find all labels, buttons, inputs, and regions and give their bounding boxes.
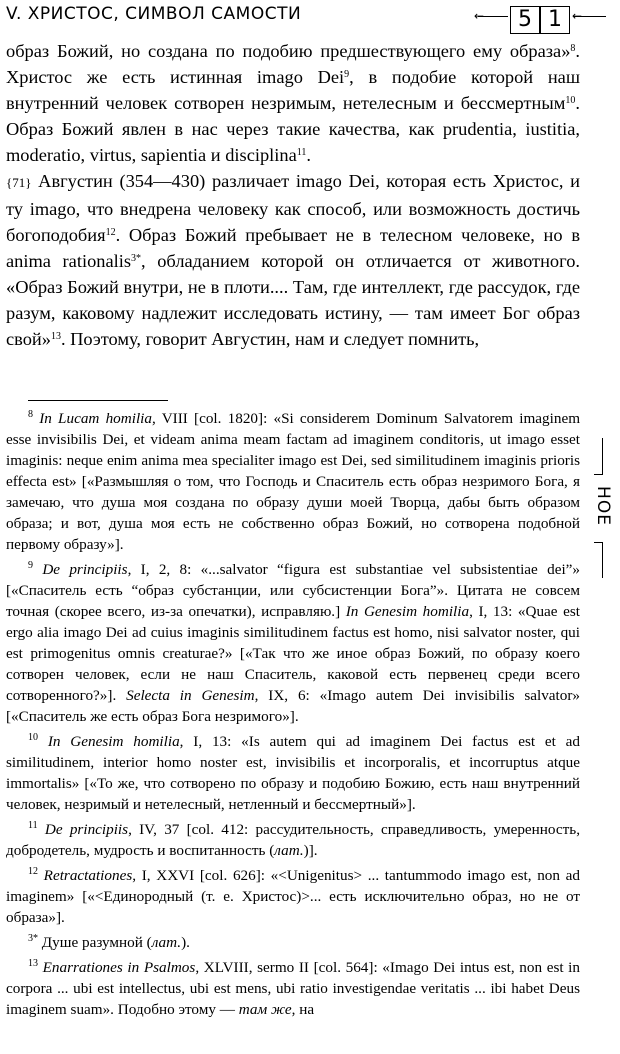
citation-title: Enarrationes in Psalmos — [42, 959, 196, 976]
page-number-digit-1: 5 — [510, 6, 540, 34]
citation-title: In Genesim homilia — [47, 733, 180, 750]
main-text — [6, 38, 580, 352]
text-run: , в подобие которой наш внутренний человек сотворен незримым, нетелесным и бессмертным — [6, 67, 581, 113]
arrow-right-icon: ← — [572, 9, 583, 23]
paragraph-1 — [6, 38, 580, 168]
footnote-number: 12 — [28, 866, 38, 877]
footnote-number: 10 — [28, 732, 38, 743]
language-abbrev: лат. — [274, 842, 304, 859]
arrow-left-icon: ← — [474, 9, 485, 23]
footnote-text: , VIII [col. 1820]: «Si considerem Dominum Salvatorem imaginem esse invisibilis Dei, et videam anima meam factam ad imaginem conditoris, ut imago esset imaginis: neque enim anima mea specialiter imago est Dei, sed similitudinem imaginis prioris effecta est» [«Размышляя о том, что Господь и Спаситель есть образ незримого Бога, я замечаю, что душа моя создана по образу души моей Творца, дабы быть образом образа; и вот, душа моя есть не собственно образ Божий, но сотворена подобной первому образу»]. — [6, 410, 581, 553]
footnote-13 — [6, 957, 580, 1020]
margin-number: {71} — [6, 175, 32, 190]
footnote-divider — [28, 400, 168, 401]
footnote-number: 13 — [28, 958, 38, 969]
footnote-number: 3* — [28, 933, 38, 944]
side-tab — [590, 438, 616, 578]
page-header — [6, 2, 614, 34]
text-run: . Образ Божий пребывает не в телесном человеке, но в anima rationalis — [6, 225, 580, 271]
footnote-number: 11 — [28, 820, 38, 831]
citation-title: De principiis — [44, 821, 129, 838]
footnote-text: , I, XXVI [col. 626]: «<Unigenitus> ... tantummodo imago est, non ad imaginem» [«<Единородный (т. е. Христос)>... есть исключительно образ, но не от образа»]. — [6, 867, 580, 926]
footnote-text: , IV, 37 [col. 412: рассудительность, справедливость, умеренность, добродетель, мудрость и воспитанность ( — [6, 821, 580, 859]
page-number-digit-2: 1 — [540, 6, 570, 34]
footnote-ref: 3* — [131, 253, 141, 264]
side-line-top — [602, 438, 603, 474]
text-run: . Христос же есть истинная imago Dei — [6, 41, 580, 87]
text-run: . — [306, 145, 311, 165]
footnote-number: 8 — [28, 409, 33, 420]
text-run: . Образ Божий явлен в нас через такие качества, как prudentia, iustitia, moderatio, virtus, sapientia и disciplina — [6, 93, 580, 165]
footnote-8 — [6, 408, 580, 555]
footnote-11 — [6, 819, 580, 861]
footnote-ref: 8 — [570, 43, 576, 54]
footnote-12 — [6, 865, 580, 928]
side-line-bottom — [602, 542, 603, 578]
citation-title: In Lucam homilia — [39, 410, 152, 427]
citation-title: Retractationes — [43, 867, 133, 884]
citation-title: Selecta in Genesim — [126, 687, 255, 704]
footnote-text: , I, 13: «Is autem qui ad imaginem Dei factus est et ad similitudinem, interior homo noster est, invisibilis et incorporalis, et incorruptus atque immortalis» [«То же, что сотворено по образу и подобию Божию, есть наш внутренний человек, незримый и нетелесный, нетленный и бессмертный»]. — [6, 733, 581, 813]
text-run: . Поэтому, говорит Августин, нам и следует помнить, — [60, 329, 480, 349]
footnotes — [6, 408, 580, 1024]
citation-ibid: там же — [238, 1001, 292, 1018]
paragraph-2 — [6, 168, 580, 352]
footnote-text: , I, 13: «Quae est ergo alia imago Dei ad cuius imaginis similitudinem factus est homo, nisi salvator noster, qui est primogenitus omnis creaturae?» [«Так что же иное образ Божий, по образу коего сотворен человек, если не наш Спаситель, каковой есть первенец среди всего сотворенного?»]. — [6, 603, 580, 704]
footnote-text: , I, 2, 8: «...salvator “figura est substantiae vel subsistentiae dei”» [«Спаситель есть “образ субстанции, или субсистенции Бога”». Цитата не совсем точная (скорее всего, из-за опечатки), исправляю.] — [6, 561, 580, 620]
text-run: , обладанием которой он отличается от животного. «Образ Божий внутри, не в плоти.... Там, где интеллект, где рассудок, где разум, каковому надлежит исследовать истину, — там имеет Бог образ свой» — [6, 251, 581, 349]
footnote-text: ). — [181, 934, 190, 951]
footnote-text: , IX, 6: «Imago autem Dei invisibilis salvator» [«Спаситель же есть образ Бога незримого»]. — [6, 687, 581, 725]
footnote-text: , на — [291, 1001, 315, 1018]
citation-title: De principiis — [42, 561, 128, 578]
text-run: Августин (354—430) различает imago Dei, которая есть Христос, и ту imago, что внедрена человеку как способ, или возможность достичь богоподобия — [6, 171, 580, 245]
citation-title: In Genesim homilia — [345, 603, 470, 620]
footnote-text: , XLVIII, sermo II [col. 564]: «Imago Dei intus est, non est in corpora ... ubi est intellectus, ubi est mens, ubi ratio investigendae veritatis ... ibi habet Deus imaginem suam». Подобно этому — — [6, 959, 580, 1018]
footnote-ref: 12 — [105, 227, 116, 238]
footnote-ref: 9 — [344, 69, 350, 80]
side-tab-label: НОЕ — [593, 486, 613, 526]
text-run: образ Божий, но создана по подобию предшествующего ему образа» — [6, 41, 571, 61]
footnote-text: Душе разумной ( — [38, 934, 152, 951]
footnote-3-star — [6, 932, 580, 953]
running-head: V. ХРИСТОС, СИМВОЛ САМОСТИ — [6, 4, 302, 24]
language-abbrev: лат. — [151, 934, 182, 951]
footnote-10 — [6, 731, 580, 815]
side-tick-top — [594, 474, 603, 475]
footnote-9 — [6, 559, 580, 727]
footnote-ref: 10 — [565, 95, 576, 106]
footnote-text: )]. — [303, 842, 318, 859]
footnote-number: 9 — [28, 560, 33, 571]
footnote-ref: 11 — [296, 147, 307, 158]
footnote-ref: 13 — [50, 331, 61, 342]
